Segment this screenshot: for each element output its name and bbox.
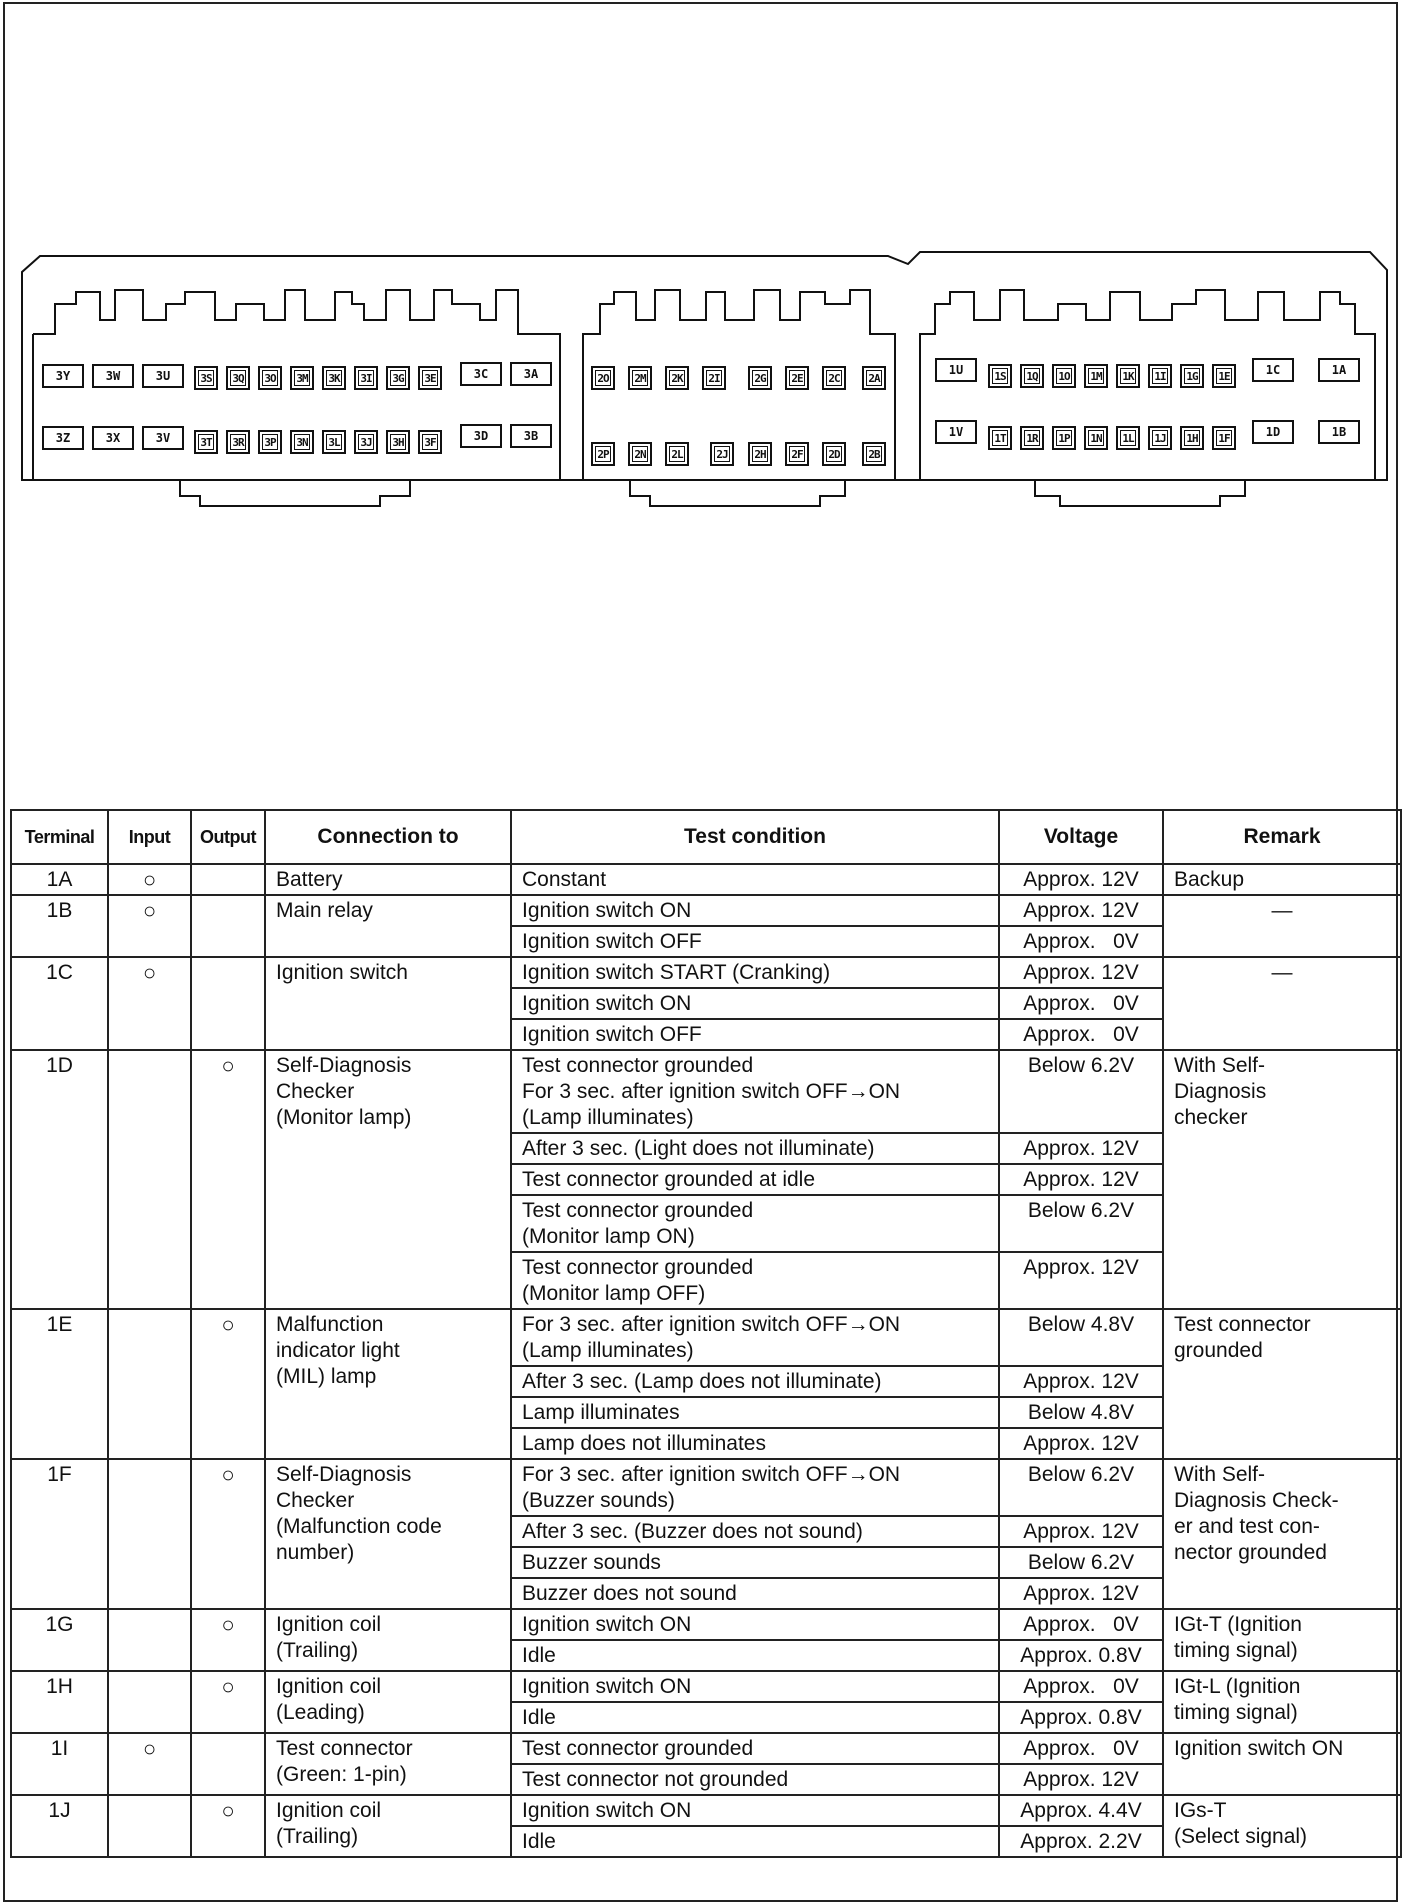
pin-3Z: 3Z — [42, 426, 84, 450]
test-condition-cell: Ignition switch OFF — [511, 1019, 999, 1050]
terminal-cell: 1J — [11, 1795, 108, 1857]
test-condition-cell: Buzzer sounds — [511, 1547, 999, 1578]
pin-3X: 3X — [92, 426, 134, 450]
pin-2E: 2E — [785, 366, 809, 390]
pin-3I: 3I — [354, 366, 378, 390]
pin-1K: 1K — [1116, 364, 1140, 388]
pin-2O: 2O — [591, 366, 615, 390]
test-condition-cell: Test connector grounded — [511, 1733, 999, 1764]
voltage-cell: Approx. 0V — [999, 1733, 1163, 1764]
output-cell — [191, 1733, 265, 1795]
pin-3A: 3A — [510, 362, 552, 386]
pin-1T: 1T — [988, 426, 1012, 450]
voltage-cell: Approx. 12V — [999, 957, 1163, 988]
test-condition-cell: Idle — [511, 1640, 999, 1671]
test-condition-cell: For 3 sec. after ignition switch OFF→ON (Buzzer sounds) — [511, 1459, 999, 1516]
terminal-cell: 1D — [11, 1050, 108, 1309]
pin-3O: 3O — [258, 366, 282, 390]
test-condition-cell: Ignition switch OFF — [511, 926, 999, 957]
table-header-row — [11, 810, 1401, 864]
test-condition-cell: Ignition switch ON — [511, 1609, 999, 1640]
table-row — [11, 1309, 1401, 1366]
voltage-cell: Approx. 0V — [999, 1019, 1163, 1050]
pin-3M: 3M — [290, 366, 314, 390]
remark-cell: Backup — [1163, 864, 1401, 895]
voltage-cell: Approx. 0V — [999, 1609, 1163, 1640]
input-cell — [108, 1671, 191, 1733]
voltage-cell: Below 6.2V — [999, 1547, 1163, 1578]
output-cell — [191, 895, 265, 957]
voltage-cell: Approx. 12V — [999, 1133, 1163, 1164]
pin-2J: 2J — [710, 442, 734, 466]
input-marker: ○ — [108, 895, 191, 957]
pin-1F: 1F — [1212, 426, 1236, 450]
table-row — [11, 1609, 1401, 1640]
header-test-condition: Test condition — [511, 810, 999, 864]
remark-cell: — — [1163, 895, 1401, 957]
pin-3Q: 3Q — [226, 366, 250, 390]
connection-cell: Self-Diagnosis Checker (Malfunction code number) — [265, 1459, 511, 1609]
pin-3C: 3C — [460, 362, 502, 386]
voltage-cell: Approx. 0.8V — [999, 1702, 1163, 1733]
terminal-cell: 1B — [11, 895, 108, 957]
test-condition-cell: Ignition switch ON — [511, 895, 999, 926]
pin-1H: 1H — [1180, 426, 1204, 450]
pin-3F: 3F — [418, 430, 442, 454]
pin-3W: 3W — [92, 364, 134, 388]
connection-cell: Test connector (Green: 1-pin) — [265, 1733, 511, 1795]
test-condition-cell: Test connector grounded at idle — [511, 1164, 999, 1195]
voltage-cell: Approx. 12V — [999, 1578, 1163, 1609]
pin-1O: 1O — [1052, 364, 1076, 388]
table-row — [11, 1671, 1401, 1702]
voltage-cell: Below 6.2V — [999, 1459, 1163, 1516]
pin-1E: 1E — [1212, 364, 1236, 388]
terminal-voltage-table — [10, 809, 1402, 1858]
pin-1P: 1P — [1052, 426, 1076, 450]
input-cell — [108, 1050, 191, 1309]
test-condition-cell: Ignition switch ON — [511, 1671, 999, 1702]
pin-1R: 1R — [1020, 426, 1044, 450]
terminal-cell: 1C — [11, 957, 108, 1050]
pin-3B: 3B — [510, 424, 552, 448]
pin-3E: 3E — [418, 366, 442, 390]
connection-cell: Ignition switch — [265, 957, 511, 1050]
connector-outline — [0, 0, 1408, 810]
pin-3K: 3K — [322, 366, 346, 390]
pin-1I: 1I — [1148, 364, 1172, 388]
pin-2K: 2K — [665, 366, 689, 390]
terminal-cell: 1F — [11, 1459, 108, 1609]
header-voltage: Voltage — [999, 810, 1163, 864]
remark-cell: — — [1163, 957, 1401, 1050]
table-row — [11, 957, 1401, 988]
input-marker: ○ — [108, 864, 191, 895]
table-row — [11, 1733, 1401, 1764]
table-row — [11, 895, 1401, 926]
pin-3T: 3T — [194, 430, 218, 454]
pin-1C: 1C — [1252, 358, 1294, 382]
voltage-cell: Approx. 12V — [999, 895, 1163, 926]
voltage-cell: Approx. 12V — [999, 1428, 1163, 1459]
voltage-cell: Approx. 2.2V — [999, 1826, 1163, 1857]
ecu-connector-diagram — [0, 0, 1408, 810]
output-marker: ○ — [191, 1459, 265, 1609]
pin-2F: 2F — [785, 442, 809, 466]
input-cell — [108, 1609, 191, 1671]
pin-3Y: 3Y — [42, 364, 84, 388]
table-row — [11, 1459, 1401, 1516]
remark-cell: IGt-T (Ignition timing signal) — [1163, 1609, 1401, 1671]
output-marker: ○ — [191, 1309, 265, 1459]
output-cell — [191, 864, 265, 895]
pin-2G: 2G — [748, 366, 772, 390]
voltage-cell: Approx. 12V — [999, 864, 1163, 895]
pin-1B: 1B — [1318, 420, 1360, 444]
pin-2C: 2C — [822, 366, 846, 390]
test-condition-cell: Idle — [511, 1826, 999, 1857]
remark-cell: With Self- Diagnosis Check- er and test con- nector grounded — [1163, 1459, 1401, 1609]
pin-3P: 3P — [258, 430, 282, 454]
voltage-cell: Approx. 4.4V — [999, 1795, 1163, 1826]
pin-3D: 3D — [460, 424, 502, 448]
voltage-cell: Approx. 0V — [999, 926, 1163, 957]
pin-1L: 1L — [1116, 426, 1140, 450]
table-row — [11, 864, 1401, 895]
pin-3R: 3R — [226, 430, 250, 454]
pin-1Q: 1Q — [1020, 364, 1044, 388]
connection-cell: Malfunction indicator light (MIL) lamp — [265, 1309, 511, 1459]
pin-3N: 3N — [290, 430, 314, 454]
pin-2M: 2M — [628, 366, 652, 390]
test-condition-cell: Idle — [511, 1702, 999, 1733]
pin-2A: 2A — [862, 366, 886, 390]
connection-cell: Self-Diagnosis Checker (Monitor lamp) — [265, 1050, 511, 1309]
voltage-cell: Below 6.2V — [999, 1195, 1163, 1252]
pin-1V: 1V — [935, 420, 977, 444]
test-condition-cell: After 3 sec. (Buzzer does not sound) — [511, 1516, 999, 1547]
pin-2D: 2D — [822, 442, 846, 466]
test-condition-cell: Buzzer does not sound — [511, 1578, 999, 1609]
test-condition-cell: Ignition switch ON — [511, 988, 999, 1019]
test-condition-cell: After 3 sec. (Light does not illuminate) — [511, 1133, 999, 1164]
pin-2P: 2P — [591, 442, 615, 466]
pin-1S: 1S — [988, 364, 1012, 388]
pin-1M: 1M — [1084, 364, 1108, 388]
terminal-cell: 1I — [11, 1733, 108, 1795]
pin-3V: 3V — [142, 426, 184, 450]
input-cell — [108, 1309, 191, 1459]
input-cell — [108, 1795, 191, 1857]
voltage-cell: Below 6.2V — [999, 1050, 1163, 1133]
connection-cell: Battery — [265, 864, 511, 895]
pin-2L: 2L — [665, 442, 689, 466]
header-remark: Remark — [1163, 810, 1401, 864]
connection-cell: Ignition coil (Trailing) — [265, 1609, 511, 1671]
connection-cell: Ignition coil (Trailing) — [265, 1795, 511, 1857]
pin-3H: 3H — [386, 430, 410, 454]
pin-2B: 2B — [862, 442, 886, 466]
test-condition-cell: Test connector not grounded — [511, 1764, 999, 1795]
voltage-cell: Approx. 12V — [999, 1366, 1163, 1397]
test-condition-cell: Lamp illuminates — [511, 1397, 999, 1428]
table-row — [11, 1795, 1401, 1826]
remark-cell: Ignition switch ON — [1163, 1733, 1401, 1795]
voltage-cell: Approx. 12V — [999, 1764, 1163, 1795]
pin-1D: 1D — [1252, 420, 1294, 444]
input-marker: ○ — [108, 1733, 191, 1795]
input-cell — [108, 1459, 191, 1609]
output-marker: ○ — [191, 1795, 265, 1857]
pin-3L: 3L — [322, 430, 346, 454]
test-condition-cell: Test connector grounded (Monitor lamp OFF) — [511, 1252, 999, 1309]
table-row — [11, 1050, 1401, 1133]
terminal-cell: 1G — [11, 1609, 108, 1671]
pin-2I: 2I — [702, 366, 726, 390]
voltage-cell: Approx. 12V — [999, 1164, 1163, 1195]
voltage-cell: Approx. 0V — [999, 1671, 1163, 1702]
header-connection: Connection to — [265, 810, 511, 864]
header-output: Output — [191, 810, 265, 864]
pin-1U: 1U — [935, 358, 977, 382]
voltage-cell: Below 4.8V — [999, 1397, 1163, 1428]
pin-3J: 3J — [354, 430, 378, 454]
header-terminal: Terminal — [11, 810, 108, 864]
pin-1N: 1N — [1084, 426, 1108, 450]
test-condition-cell: Constant — [511, 864, 999, 895]
header-input: Input — [108, 810, 191, 864]
voltage-cell: Approx. 0.8V — [999, 1640, 1163, 1671]
test-condition-cell: Test connector grounded (Monitor lamp ON) — [511, 1195, 999, 1252]
pin-2N: 2N — [628, 442, 652, 466]
terminal-cell: 1E — [11, 1309, 108, 1459]
pin-3S: 3S — [194, 366, 218, 390]
test-condition-cell: For 3 sec. after ignition switch OFF→ON (Lamp illuminates) — [511, 1309, 999, 1366]
voltage-cell: Approx. 12V — [999, 1516, 1163, 1547]
output-marker: ○ — [191, 1050, 265, 1309]
test-condition-cell: Ignition switch START (Cranking) — [511, 957, 999, 988]
test-condition-cell: Ignition switch ON — [511, 1795, 999, 1826]
remark-cell: Test connector grounded — [1163, 1309, 1401, 1459]
output-marker: ○ — [191, 1609, 265, 1671]
test-condition-cell: Test connector grounded For 3 sec. after ignition switch OFF→ON (Lamp illuminates) — [511, 1050, 999, 1133]
pin-1J: 1J — [1148, 426, 1172, 450]
output-cell — [191, 957, 265, 1050]
remark-cell: IGt-L (Ignition timing signal) — [1163, 1671, 1401, 1733]
test-condition-cell: Lamp does not illuminates — [511, 1428, 999, 1459]
pin-1A: 1A — [1318, 358, 1360, 382]
voltage-cell: Approx. 12V — [999, 1252, 1163, 1309]
pin-3G: 3G — [386, 366, 410, 390]
voltage-cell: Below 4.8V — [999, 1309, 1163, 1366]
input-marker: ○ — [108, 957, 191, 1050]
terminal-cell: 1A — [11, 864, 108, 895]
terminal-cell: 1H — [11, 1671, 108, 1733]
connection-cell: Ignition coil (Leading) — [265, 1671, 511, 1733]
output-marker: ○ — [191, 1671, 265, 1733]
pin-3U: 3U — [142, 364, 184, 388]
remark-cell: IGs-T (Select signal) — [1163, 1795, 1401, 1857]
pin-1G: 1G — [1180, 364, 1204, 388]
test-condition-cell: After 3 sec. (Lamp does not illuminate) — [511, 1366, 999, 1397]
connection-cell: Main relay — [265, 895, 511, 957]
voltage-cell: Approx. 0V — [999, 988, 1163, 1019]
pin-2H: 2H — [748, 442, 772, 466]
remark-cell: With Self- Diagnosis checker — [1163, 1050, 1401, 1309]
